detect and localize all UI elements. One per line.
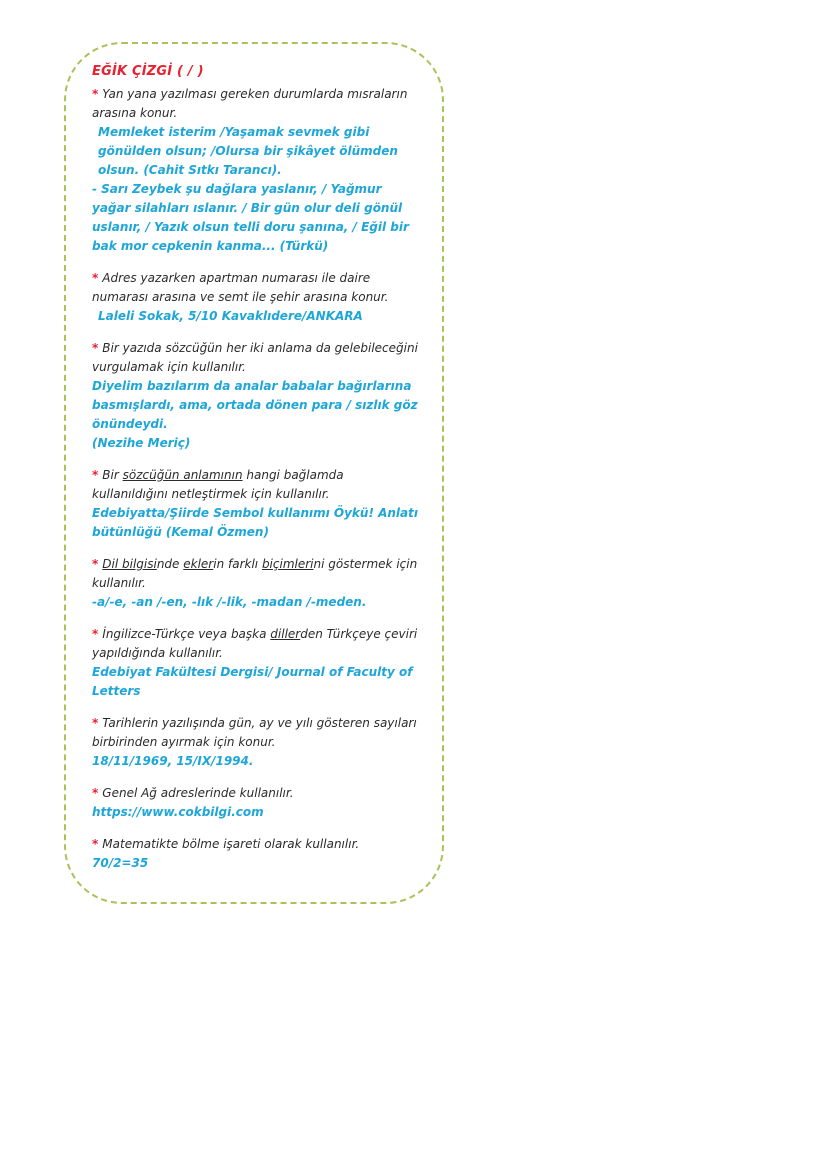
rule-section-2 [92,269,422,326]
asterisk-icon: * [92,341,99,355]
asterisk-icon: * [92,468,99,482]
rule-section-8 [92,784,422,822]
underlined-term: biçimleri [261,557,314,571]
example-text: Edebiyat Fakültesi Dergisi/ Journal of Faculty of Letters [92,665,413,698]
page-title: EĞİK ÇİZGİ ( / ) [92,64,204,79]
underlined-term: Dil bilgisi [102,557,157,571]
example-text: -a/-e, -an /-en, -lık /-lik, -madan /-meden. [92,595,367,609]
rule-description: * Dil bilgisinde eklerin farklı biçimlerini göstermek için kullanılır. [92,557,418,590]
example-citation: (Nezihe Meriç) [92,436,191,450]
rule-description: * İngilizce-Türkçe veya başka dillerden Türkçeye çeviri yapıldığında kullanılır. [92,627,418,660]
rule-description: * Matematikte bölme işareti olarak kullanılır. [92,837,360,851]
rule-description: * Adres yazarken apartman numarası ile daire numarası arasına ve semt ile şehir arasına konur. [92,271,389,304]
asterisk-icon: * [92,271,99,285]
rule-section-3 [92,339,422,453]
example-text: Memleket isterim /Yaşamak sevmek gibi gönülden olsun; /Olursa bir şikâyet ölümden olsun. (Cahit Sıtkı Tarancı). [98,125,398,177]
rule-section-5 [92,555,422,612]
rule-section-9 [92,835,422,873]
example-text: 70/2=35 [92,856,149,870]
example-text: - Sarı Zeybek şu dağlara yaslanır, / Yağmur yağar silahları ıslanır. / Bir gün olur deli gönül uslanır, / Yazık olsun telli doru şanına, / Eğil bir bak mor cepkenin kanma... (Türkü) [92,182,409,253]
rule-section-1 [92,85,422,256]
underlined-term: sözcüğün anlamının [122,468,243,482]
underlined-term: ekler [183,557,214,571]
asterisk-icon: * [92,87,99,101]
rule-description: * Bir sözcüğün anlamının hangi bağlamda kullanıldığını netleştirmek için kullanılır. [92,468,344,501]
asterisk-icon: * [92,627,99,641]
asterisk-icon: * [92,786,99,800]
rule-description: * Yan yana yazılması gereken durumlarda mısraların arasına konur. [92,87,408,120]
asterisk-icon: * [92,837,99,851]
example-text: Diyelim bazılarım da analar babalar bağırlarına basmışlardı, ama, ortada dönen para / sızlık göz önündeydi. [92,379,418,431]
example-text: Laleli Sokak, 5/10 Kavaklıdere/ANKARA [98,309,363,323]
asterisk-icon: * [92,557,99,571]
underlined-term: diller [270,627,301,641]
asterisk-icon: * [92,716,99,730]
rule-description: * Genel Ağ adreslerinde kullanılır. [92,786,294,800]
rule-description: * Tarihlerin yazılışında gün, ay ve yılı gösteren sayıları birbirinden ayırmak için konur. [92,716,417,749]
example-text: 18/11/1969, 15/IX/1994. [92,754,254,768]
content-area [92,64,422,886]
rule-section-7 [92,714,422,771]
rule-section-6 [92,625,422,701]
rule-section-4 [92,466,422,542]
example-text: Edebiyatta/Şiirde Sembol kullanımı Öykü! Anlatı bütünlüğü (Kemal Özmen) [92,506,418,539]
example-url: https://www.cokbilgi.com [92,805,264,819]
rule-description: * Bir yazıda sözcüğün her iki anlama da gelebileceğini vurgulamak için kullanılır. [92,341,418,374]
